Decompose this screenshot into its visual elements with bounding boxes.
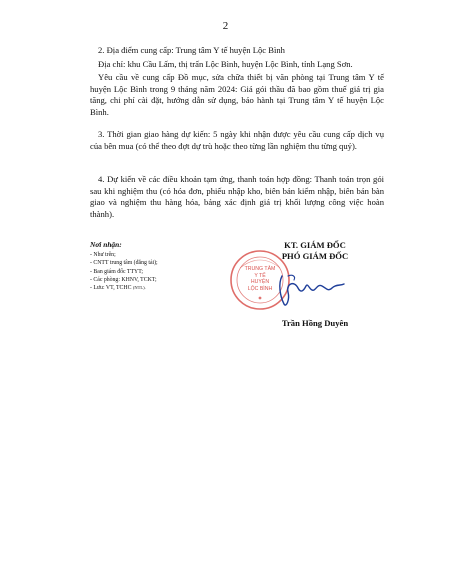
address-text: Địa chỉ: khu Cầu Lấm, thị trấn Lộc Bình, huyện Lộc Bình, tỉnh Lạng Sơn.	[98, 59, 353, 69]
stamp-line3: HUYỆN	[250, 279, 270, 286]
signature-title-line1: KT. GIÁM ĐỐC	[284, 240, 346, 250]
recipient-item: - Ban giám đốc TTYT;	[90, 268, 144, 275]
recipients-block	[90, 240, 220, 292]
archive-suffix: (NTL).	[132, 285, 146, 291]
request-paragraph	[90, 72, 384, 118]
page-number: 2	[222, 20, 229, 32]
address-paragraph	[90, 59, 384, 71]
signature-title-line2: PHÓ GIÁM ĐỐC	[281, 251, 349, 261]
recipient-item: - Như trên;	[90, 252, 116, 258]
request-text: Yêu cầu về cung cấp Đồ mục, sửa chữa thiết bị văn phòng tại Trung tâm Y tế huyện Lộc Bình trong 9 tháng năm 2024: Giá gói thầu đã bao gồm thuế giá trị gia tăng, chi phí cài đặt, hướng dẫn sử dụng, bảo hành tại Trung tâm Y tế huyện Lộc Bình.	[90, 72, 384, 117]
recipient-item: - CNTT trung tâm (đăng tải);	[90, 260, 158, 267]
recipient-item-archive	[90, 284, 220, 292]
recipients-title: Nơi nhận:	[90, 240, 122, 249]
stamp-line4: LỘC BÌNH	[247, 285, 273, 292]
delivery-time-paragraph	[90, 129, 384, 152]
payment-terms-paragraph	[90, 174, 384, 220]
recipient-item: - Các phòng: KHNV, TCKT;	[90, 276, 157, 283]
stamp-line2: Y TẾ	[254, 272, 266, 279]
recipient-item-archive-text: - Lưu: VT, TCHC	[90, 285, 132, 292]
payment-terms-text: 4. Dự kiến về các điều khoản tạm ứng, thanh toán hợp đồng: Thanh toán trọn gói sau khi nghiệm thu (có hóa đơn, phiếu nhập kho, biên bản kiểm nhập, biên bản bàn giao và nghiệm thu hàng hóa, bảng xác định giá trị khối lượng công việc hoàn thành).	[90, 174, 384, 219]
stamp-line1: TRUNG TÂM	[244, 266, 276, 272]
signer-name: Trần Hồng Duyên	[281, 318, 349, 328]
handwritten-signature-icon	[268, 270, 358, 310]
delivery-time-text: 3. Thời gian giao hàng dự kiến: 5 ngày khi nhận được yêu cầu cung cấp dịch vụ của bên mua (có thể theo đợt dự trù hoặc theo từng lần nghiệm thu từng quý).	[90, 129, 384, 151]
recipients-list	[90, 251, 220, 292]
delivery-location-text: 2. Địa điểm cung cấp: Trung tâm Y tế huyện Lộc Bình	[98, 45, 285, 55]
delivery-location-paragraph	[90, 45, 384, 57]
